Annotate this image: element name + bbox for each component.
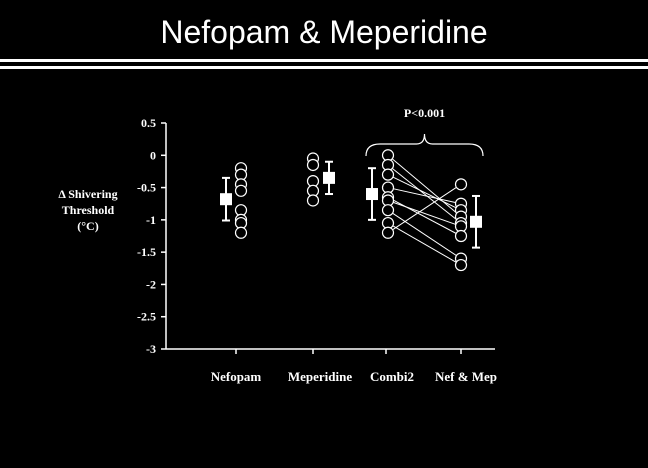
- y-tick-label: -0.5: [137, 180, 156, 195]
- data-point: [308, 195, 319, 206]
- y-axis-label-line-1: Δ Shivering: [58, 187, 118, 201]
- data-point: [236, 227, 247, 238]
- data-point: [383, 169, 394, 180]
- data-point: [383, 205, 394, 216]
- data-point: [308, 159, 319, 170]
- x-category-label: Nefopam: [210, 369, 262, 384]
- paired-line: [388, 188, 461, 204]
- y-axis-label-line-3: (°C): [77, 219, 99, 233]
- y-tick-label: 0: [150, 148, 156, 163]
- data-point: [456, 260, 467, 271]
- data-point: [236, 185, 247, 196]
- mean-marker: [323, 172, 335, 184]
- paired-line: [388, 210, 461, 258]
- x-category-label: Meperidine: [287, 369, 353, 384]
- x-category-label: Combi2: [369, 369, 415, 384]
- mean-marker: [220, 193, 232, 205]
- x-category-label: Nef & Mep: [434, 369, 498, 384]
- y-tick-label: -1: [146, 212, 156, 227]
- mean-marker: [366, 188, 378, 200]
- y-tick-label: 0.5: [141, 116, 156, 130]
- slide-title: Nefopam & Meperidine: [160, 14, 488, 50]
- paired-line: [388, 155, 461, 216]
- y-axis-label-line-2: Threshold: [61, 203, 115, 217]
- y-tick-label: -2.5: [137, 309, 156, 324]
- paired-line: [388, 223, 461, 265]
- paired-line: [388, 184, 461, 232]
- y-tick-label: -2: [146, 277, 156, 292]
- p-value-annotation: P<0.001: [403, 106, 446, 120]
- paired-line: [388, 165, 461, 223]
- data-point: [456, 179, 467, 190]
- y-tick-label: -1.5: [137, 245, 156, 260]
- data-point: [383, 227, 394, 238]
- data-point: [456, 231, 467, 242]
- paired-line: [388, 197, 461, 236]
- mean-marker: [470, 216, 482, 228]
- y-tick-label: -3: [146, 342, 156, 356]
